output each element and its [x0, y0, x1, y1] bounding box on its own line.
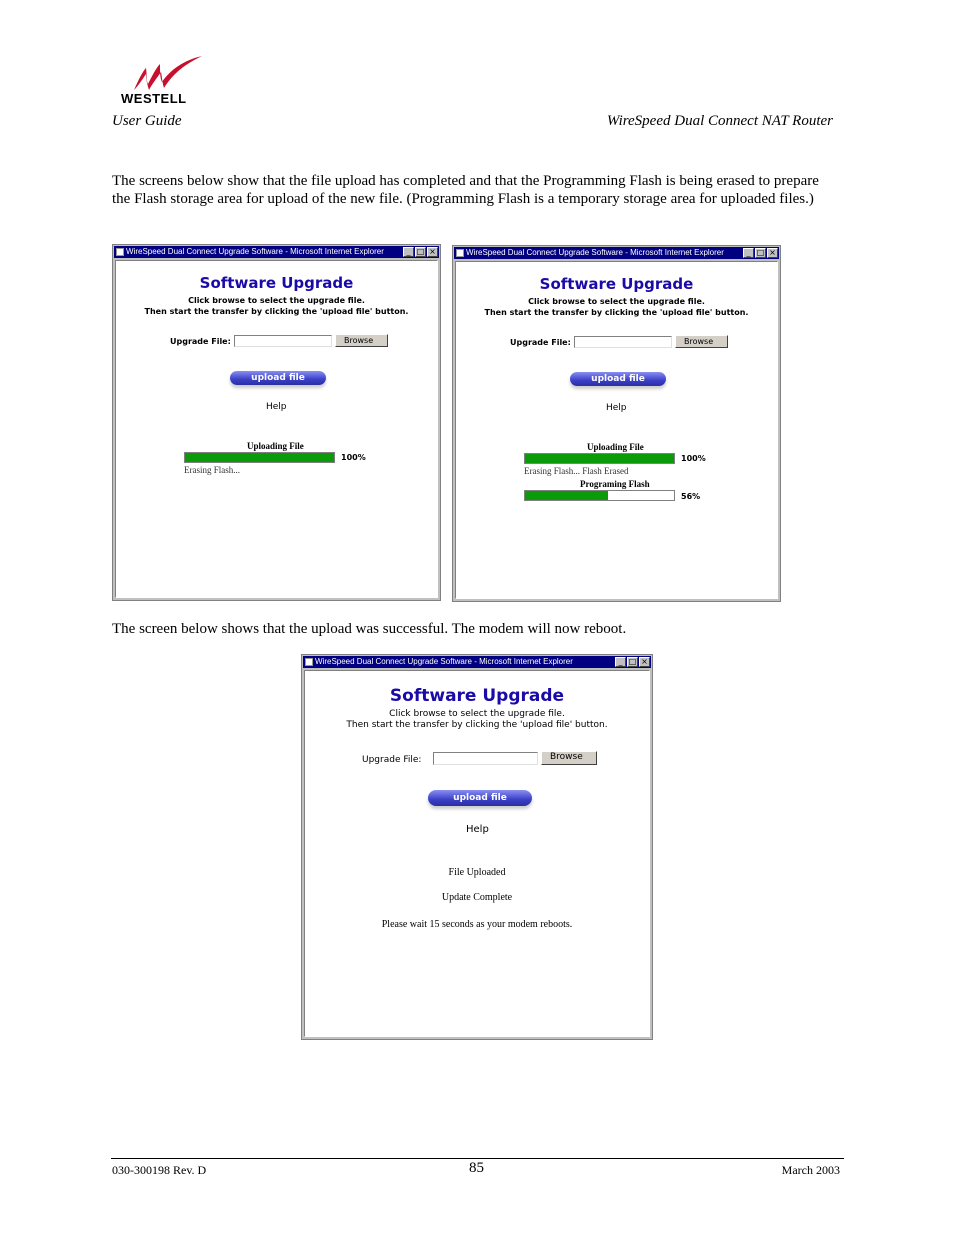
window-title: WireSpeed Dual Connect Upgrade Software - Microsoft Internet Explorer — [126, 247, 384, 256]
browse-button[interactable]: Browse — [675, 335, 728, 348]
flash-status: Erasing Flash... — [184, 465, 240, 475]
title-bar — [303, 656, 651, 668]
minimize-icon[interactable]: _ — [615, 657, 626, 667]
help-link[interactable]: Help — [466, 824, 489, 835]
logo-text: WESTELL — [121, 91, 187, 106]
programming-flash-label: Programing Flash — [580, 479, 650, 489]
header-right: WireSpeed Dual Connect NAT Router — [606, 113, 833, 129]
footer-date: March 2003 — [781, 1163, 840, 1177]
page-content — [115, 260, 438, 598]
maximize-icon[interactable]: □ — [416, 247, 425, 256]
ie-icon — [116, 248, 124, 256]
help-link[interactable]: Help — [266, 402, 287, 412]
instruction-line1: Click browse to select the upgrade file. — [188, 296, 365, 305]
window-title: WireSpeed Dual Connect Upgrade Software - Microsoft Internet Explorer — [315, 657, 573, 666]
update-complete-message: Update Complete — [441, 892, 513, 903]
page-number: 85 — [469, 1160, 484, 1176]
instruction-line2: Then start the transfer by clicking the 'upload file' button. — [144, 307, 409, 316]
close-icon[interactable]: × — [767, 248, 778, 258]
upgrade-file-input[interactable] — [234, 335, 332, 347]
upload-percent: 100% — [341, 453, 366, 462]
instruction-line1: Click browse to select the upgrade file. — [528, 297, 705, 306]
browse-button[interactable]: Browse — [541, 751, 597, 765]
instruction-line2: Then start the transfer by clicking the 'upload file' button. — [346, 720, 608, 730]
file-uploaded-message: File Uploaded — [448, 867, 506, 878]
intro-paragraph: The screens below show that the file upload has completed and that the Programming Flash is being erased to prepare the Flash storage area for upload of the new file. (Programming Flash is a temporary storage area for uploaded files.) — [112, 173, 819, 207]
browser-window-erasing — [112, 244, 441, 601]
upload-file-button[interactable]: upload file — [570, 372, 666, 386]
upload-progress-bar — [184, 452, 335, 463]
upload-progress-bar — [524, 453, 675, 464]
programming-progress-bar — [524, 490, 675, 501]
upgrade-file-input[interactable] — [433, 752, 538, 765]
browser-window-programming — [452, 245, 781, 602]
window-title: WireSpeed Dual Connect Upgrade Software - Microsoft Internet Explorer — [466, 248, 724, 257]
uploading-file-label: Uploading File — [587, 442, 644, 452]
browser-window-complete — [301, 654, 653, 1040]
westell-logo-icon — [130, 54, 206, 94]
instruction-line2: Then start the transfer by clicking the 'upload file' button. — [484, 308, 749, 317]
page-heading: Software Upgrade — [389, 686, 565, 706]
upload-file-button[interactable]: upload file — [230, 371, 326, 385]
maximize-icon[interactable]: □ — [628, 657, 637, 666]
upgrade-file-label: Upgrade File: — [170, 337, 231, 346]
header-left: User Guide — [112, 113, 182, 129]
upgrade-file-label: Upgrade File: — [362, 755, 422, 765]
ie-icon — [305, 658, 313, 666]
instruction-line1: Click browse to select the upgrade file. — [389, 709, 565, 719]
ie-icon — [456, 249, 464, 257]
maximize-icon[interactable]: □ — [756, 248, 765, 257]
upgrade-file-label: Upgrade File: — [510, 338, 571, 347]
footer-divider — [111, 1158, 844, 1159]
title-bar — [454, 247, 779, 259]
flash-status: Erasing Flash... Flash Erased — [524, 466, 629, 476]
minimize-icon[interactable]: _ — [743, 248, 754, 258]
footer-doc-number: 030-300198 Rev. D — [112, 1163, 207, 1177]
upload-percent: 100% — [681, 454, 706, 463]
help-link[interactable]: Help — [606, 403, 627, 413]
upload-file-button[interactable]: upload file — [428, 790, 532, 806]
reboot-message: Please wait 15 seconds as your modem reboots. — [381, 919, 573, 930]
browse-button[interactable]: Browse — [335, 334, 388, 347]
upgrade-file-input[interactable] — [574, 336, 672, 348]
minimize-icon[interactable]: _ — [403, 247, 414, 257]
page-heading: Software Upgrade — [539, 275, 694, 293]
page-content — [304, 670, 650, 1037]
uploading-file-label: Uploading File — [247, 441, 304, 451]
title-bar — [114, 246, 439, 258]
close-icon[interactable]: × — [427, 247, 438, 257]
close-icon[interactable]: × — [639, 657, 650, 667]
second-paragraph: The screen below shows that the upload was successful. The modem will now reboot. — [112, 621, 627, 637]
page-content — [455, 261, 778, 599]
programming-percent: 56% — [681, 492, 701, 501]
page-heading: Software Upgrade — [199, 274, 354, 292]
